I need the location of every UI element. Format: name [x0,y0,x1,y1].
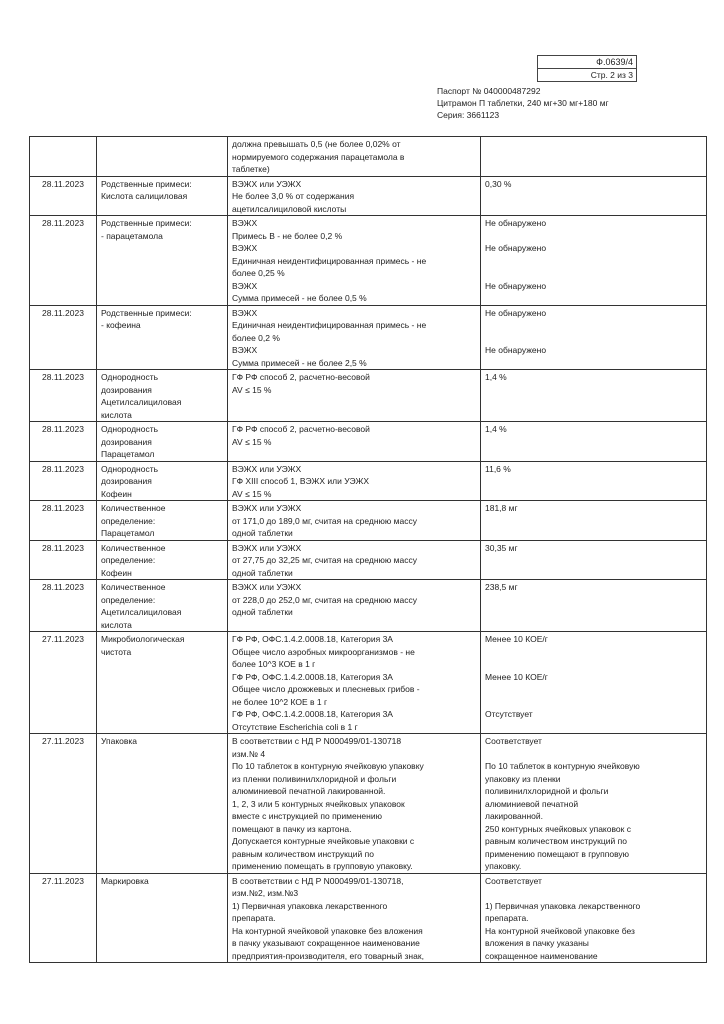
result-line: 0,30 % [485,178,512,189]
test-name-line: Кофеин [101,567,132,578]
specification-line: ГФ XIII способ 1, ВЭЖХ или УЭЖХ [232,476,369,486]
specification-line: Единичная неидентифицированная примесь - не [232,320,427,330]
specification-line: от 228,0 до 252,0 мг, считая на среднюю массу [232,594,417,605]
result-line [485,887,702,900]
result-cell [481,501,707,541]
test-date: 28.11.2023 [30,461,97,501]
specification-line: препарата. [232,913,276,923]
test-name-line: кислота [101,619,132,630]
specification-line: предприятия-производителя, его товарный знак, [232,950,424,961]
specification-line: ВЭЖХ [232,218,258,228]
table-row [30,501,707,541]
test-name-line: Упаковка [101,736,138,746]
specification-cell [228,176,481,216]
specification-line: AV ≤ 15 % [232,488,272,499]
specification-line: более 0,2 % [232,332,280,343]
result-line: 181,8 мг [485,503,518,513]
specification-line: ВЭЖХ или УЭЖХ [232,178,302,189]
test-name-cell [97,176,228,216]
specification-cell [228,580,481,632]
test-date: 28.11.2023 [30,176,97,216]
result-line [485,255,702,268]
result-line: упаковку. [485,861,522,871]
specification-line: ВЭЖХ или УЭЖХ [232,542,302,553]
specification-cell [228,461,481,501]
test-name-line: - парацетамола [101,230,163,241]
test-name-line: дозирования [101,384,152,395]
test-name-line: Кислота салициловая [101,191,188,201]
specification-cell [228,873,481,963]
test-name-cell [97,461,228,501]
result-line: Не обнаружено [485,243,547,253]
test-name-cell [97,305,228,370]
specification-line: ГФ РФ способ 2, расчетно-весовой [232,424,370,434]
result-line: 238,5 мг [485,582,518,592]
test-name-line: Парацетамол [101,449,155,459]
specification-cell [228,632,481,734]
result-cell [481,461,707,501]
result-line: равным количеством инструкций по [485,836,627,846]
test-name-line: определение: [101,555,156,565]
specification-line: Единичная неидентифицированная примесь - не [232,255,427,266]
specification-line: должна превышать 0,5 (не более 0,02% от [232,139,401,149]
test-name-line: Количественное [101,503,166,513]
result-line: упаковку из пленки [485,773,561,784]
test-date: 28.11.2023 [30,540,97,580]
specification-line: алюминиевой печатной лакированной. [232,786,386,796]
result-line [485,332,702,345]
test-name-line: определение: [101,594,156,605]
series-number: Серия: 3661123 [437,110,500,120]
form-code: Ф.0639/4 [596,57,633,67]
specification-line: Общее число аэробных микроорганизмов - не [232,646,415,657]
specification-line: таблетке) [232,164,270,174]
test-name-line: Однородность [101,463,159,474]
result-line: 11,6 % [485,463,511,474]
test-name-line: Родственные примеси: [101,218,192,228]
specification-line: ГФ РФ, ОФС.1.4.2.0008.18, Категория 3А [232,671,393,682]
specification-line: более 10^3 КОЕ в 1 г [232,659,316,669]
specification-cell [228,305,481,370]
result-cell [481,580,707,632]
specification-line: одной таблетки [232,528,293,538]
quality-control-table [29,136,707,963]
specification-cell [228,734,481,874]
specification-line: ГФ РФ, ОФС.1.4.2.0008.18, Категория 3А [232,709,393,719]
specification-line: ГФ РФ способ 2, расчетно-весовой [232,372,370,382]
result-cell [481,305,707,370]
specification-line: Допускается контурные ячейковые упаковки с [232,836,415,846]
test-name-cell [97,137,228,177]
test-name-line: кислота [101,409,132,420]
result-line: 1) Первичная упаковка лекарственного [485,900,641,911]
result-line: Не обнаружено [485,307,547,318]
result-line: 1,4 % [485,424,507,434]
test-date: 27.11.2023 [30,632,97,734]
specification-line: ацетилсалициловой кислоты [232,203,347,214]
specification-line: ВЭЖХ [232,307,258,318]
specification-line: Не более 3,0 % от содержания [232,191,355,201]
specification-line: нормируемого содержания парацетамола в [232,151,405,162]
result-line [485,319,702,332]
specification-line: Сумма примесей - не более 2,5 % [232,357,367,368]
passport-number: Паспорт № 040000487292 [437,86,541,96]
test-name-line: Количественное [101,582,166,592]
result-line [485,748,702,761]
table-row [30,137,707,177]
specification-line: помещают в пачку из картона. [232,823,352,834]
table-row [30,632,707,734]
result-line: На контурной ячейковой упаковке без [485,925,635,936]
specification-line: применению помещать в групповую упаковку. [232,861,413,871]
table-row [30,461,707,501]
result-cell [481,734,707,874]
form-code-box [537,55,637,82]
specification-cell [228,540,481,580]
table-row [30,176,707,216]
test-name-line: Маркировка [101,875,149,886]
test-name-cell [97,632,228,734]
table-row [30,370,707,422]
table-row [30,873,707,963]
test-name-line: чистота [101,646,132,657]
passport-header [437,85,609,121]
result-line [485,658,702,671]
test-name-cell [97,540,228,580]
test-name-line: Количественное [101,542,166,553]
result-line [485,267,702,280]
result-line: Не обнаружено [485,280,547,291]
specification-line: AV ≤ 15 % [232,384,272,395]
page-number: Стр. 2 из 3 [538,68,636,81]
product-name: Цитрамон П таблетки, 240 мг+30 мг+180 мг [437,98,609,108]
specification-cell [228,370,481,422]
result-line: вложения в пачку указаны [485,938,589,948]
test-date [30,137,97,177]
result-line [485,646,702,659]
result-line: Соответствует [485,736,542,746]
result-cell [481,540,707,580]
test-name-cell [97,734,228,874]
test-name-line: дозирования [101,476,152,486]
specification-line: одной таблетки [232,607,293,617]
test-name-line: Родственные примеси: [101,178,192,189]
specification-line: изм.№ 4 [232,748,266,759]
result-line [485,230,702,243]
table-row [30,422,707,462]
specification-line: Общее число дрожжевых и плесневых грибов - [232,684,420,694]
result-cell [481,370,707,422]
specification-line: от 27,75 до 32,25 мг, считая на среднюю массу [232,555,417,565]
specification-line: Отсутствие Escherichia coli в 1 г [232,721,358,732]
test-date: 27.11.2023 [30,734,97,874]
specification-line: ГФ РФ, ОФС.1.4.2.0008.18, Категория 3А [232,634,393,644]
test-date: 28.11.2023 [30,216,97,306]
specification-line: в пачку указывают сокращенное наименование [232,938,420,948]
result-line: сокращенное наименование [485,950,598,961]
result-line: 30,35 мг [485,542,518,553]
test-name-cell [97,580,228,632]
result-line: Не обнаружено [485,218,547,228]
result-line: 1,4 % [485,372,507,382]
test-name-cell [97,216,228,306]
specification-line: Примесь В - не более 0,2 % [232,230,343,241]
specification-line: По 10 таблеток в контурную ячейковую упаковку [232,761,424,771]
specification-line: В соответствии с НД Р N000499/01-130718, [232,875,404,886]
specification-line: ВЭЖХ [232,243,258,253]
result-cell [481,176,707,216]
specification-line: Сумма примесей - не более 0,5 % [232,293,367,303]
test-name-cell [97,873,228,963]
test-name-line: Кофеин [101,488,132,499]
result-line: 250 контурных ячейковых упаковок с [485,823,631,834]
specification-cell [228,137,481,177]
specification-line: более 0,25 % [232,268,285,278]
specification-line: 1, 2, 3 или 5 контурных ячейковых упаковок [232,798,405,809]
result-line: Менее 10 КОЕ/г [485,671,548,682]
result-line: Отсутствует [485,709,533,719]
test-date: 28.11.2023 [30,370,97,422]
result-line: препарата. [485,913,529,923]
specification-line: ВЭЖХ или УЭЖХ [232,463,302,474]
result-cell [481,632,707,734]
specification-cell [228,422,481,462]
test-date: 28.11.2023 [30,501,97,541]
result-cell [481,137,707,177]
specification-line: из пленки поливинилхлоридной и фольги [232,773,397,784]
table-row [30,734,707,874]
test-name-line: определение: [101,515,156,526]
result-line [485,683,702,696]
specification-line: не более 10^2 КОЕ в 1 г [232,696,328,707]
result-line [485,696,702,709]
result-line: поливинилхлоридной и фольги [485,786,609,796]
test-name-cell [97,370,228,422]
result-line: алюминиевой печатной [485,798,579,809]
result-line: Менее 10 КОЕ/г [485,634,548,644]
specification-line: одной таблетки [232,567,293,578]
specification-line: В соответствии с НД Р N000499/01-130718 [232,736,402,746]
test-name-cell [97,422,228,462]
specification-cell [228,501,481,541]
test-name-line: Микробиологическая [101,634,185,644]
test-name-cell [97,501,228,541]
result-cell [481,216,707,306]
test-name-line: Ацетилсалициловая [101,607,182,617]
test-name-line: Парацетамол [101,528,155,538]
test-name-line: Ацетилсалициловая [101,397,182,407]
specification-line: от 171,0 до 189,0 мг, считая на среднюю массу [232,515,417,526]
test-name-line: - кофеина [101,320,141,330]
specification-line: AV ≤ 15 % [232,436,272,447]
test-date: 28.11.2023 [30,305,97,370]
table-row [30,216,707,306]
specification-line: вместе с инструкцией по применению [232,811,382,821]
specification-line: равным количеством инструкций по [232,848,374,859]
test-date: 28.11.2023 [30,580,97,632]
test-name-line: Родственные примеси: [101,307,192,318]
table-row [30,305,707,370]
specification-line: На контурной ячейковой упаковке без вложения [232,925,423,936]
test-date: 28.11.2023 [30,422,97,462]
result-line: применению помещают в групповую [485,848,630,859]
result-cell [481,873,707,963]
table-row [30,540,707,580]
test-name-line: Однородность [101,372,159,382]
result-line: Не обнаружено [485,345,547,355]
specification-line: 1) Первичная упаковка лекарственного [232,900,388,911]
test-name-line: Однородность [101,424,159,434]
result-line: По 10 таблеток в контурную ячейковую [485,761,640,771]
specification-line: ВЭЖХ [232,280,258,291]
specification-cell [228,216,481,306]
result-line: Соответствует [485,875,542,886]
test-date: 27.11.2023 [30,873,97,963]
result-line: лакированной. [485,811,543,821]
result-cell [481,422,707,462]
table-row [30,580,707,632]
test-name-line: дозирования [101,436,152,447]
specification-line: ВЭЖХ [232,345,258,355]
specification-line: изм.№2, изм.№3 [232,888,299,898]
specification-line: ВЭЖХ или УЭЖХ [232,582,302,592]
specification-line: ВЭЖХ или УЭЖХ [232,503,302,513]
